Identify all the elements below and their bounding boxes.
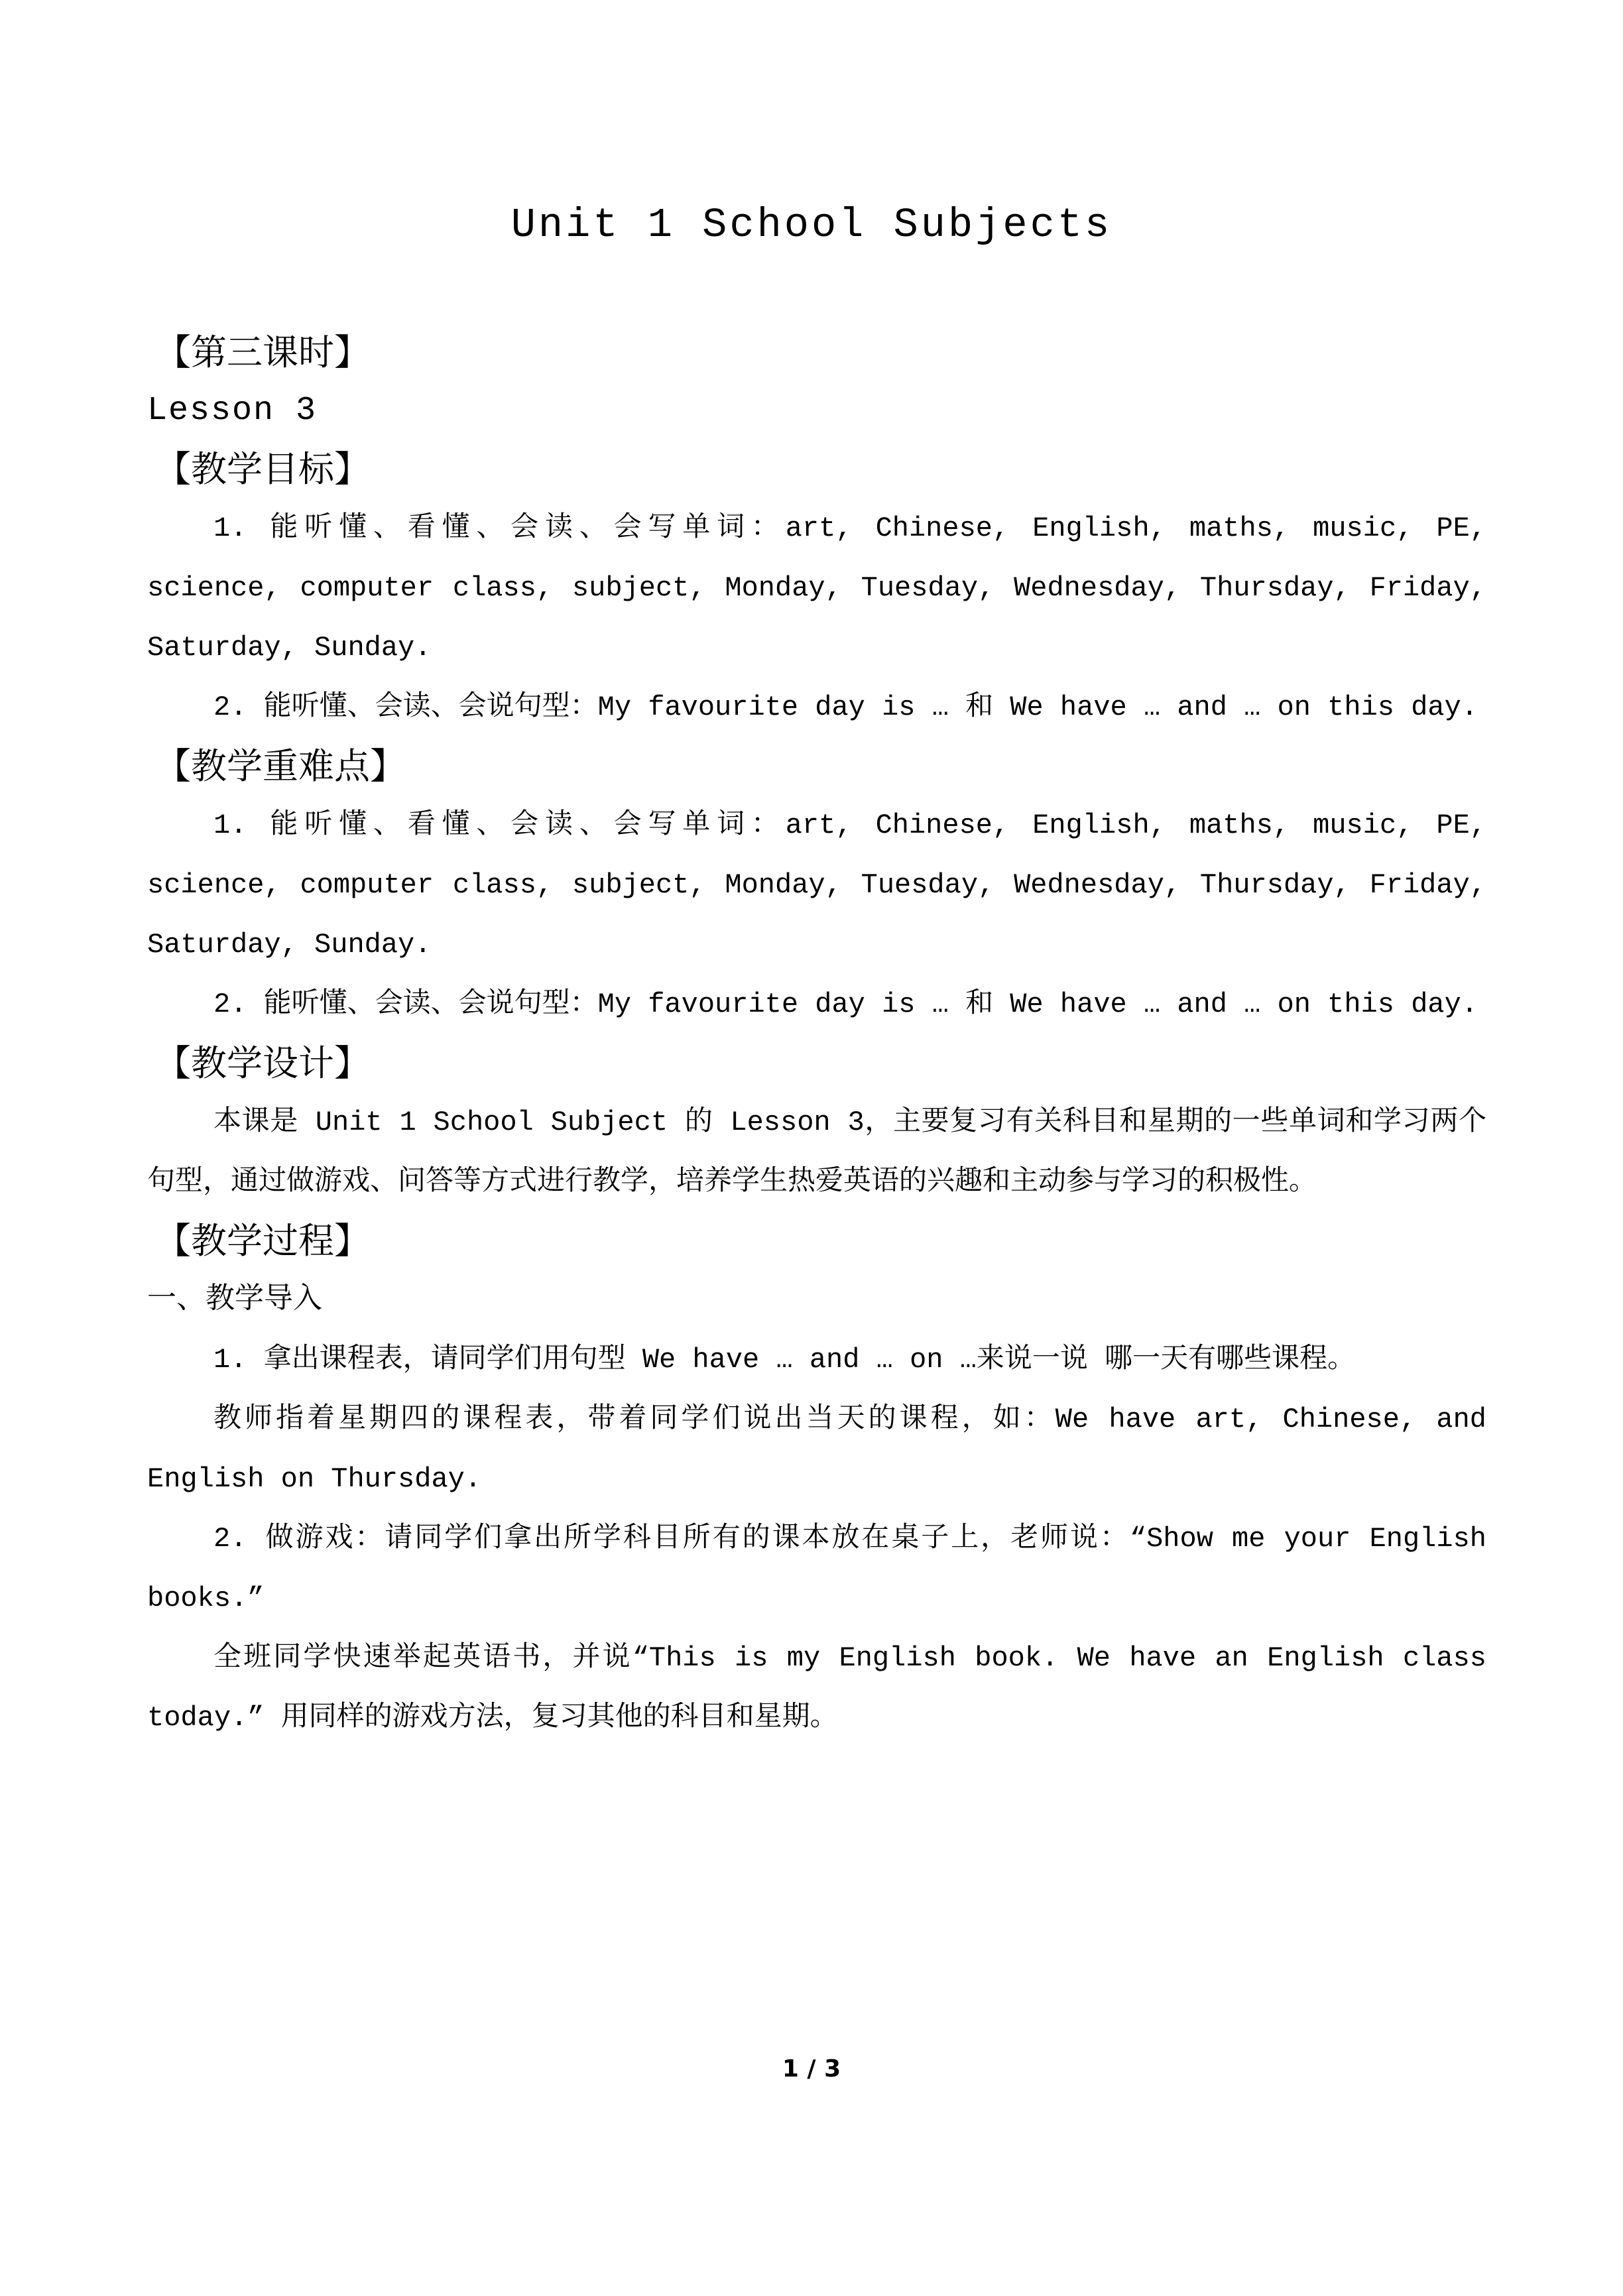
- period-heading: 【第三课时】: [155, 332, 370, 373]
- document-title: Unit 1 School Subjects: [511, 202, 1112, 249]
- lesson-label: Lesson 3: [147, 392, 318, 430]
- document-body: [147, 324, 1486, 1748]
- page-indicator: 1 / 3: [782, 2055, 841, 2083]
- design-heading: 【教学设计】: [155, 1042, 370, 1084]
- objective-item-2: 2. 能听懂、会读、会说句型：My favourite day is … 和 We have … and … on this day.: [213, 692, 1478, 723]
- key-points-heading: 【教学重难点】: [155, 745, 406, 787]
- process-step-title: 一、教学导入: [147, 1284, 322, 1317]
- process-heading: 【教学过程】: [155, 1220, 370, 1262]
- process-item-1: 1. 拿出课程表，请同学们用句型 We have … and … on …来说一说 哪一天有哪些课程。: [213, 1344, 1356, 1376]
- process-item-4: 全班同学快速举起英语书，并说“This is my English book. We have an English class today.” 用同样的游戏方法，复习其他的科目和星期。: [147, 1642, 1486, 1734]
- objective-item-1: 1. 能听懂、看懂、会读、会写单词：art, Chinese, English, maths, music, PE, science, computer class, subject, Monday, Tuesday, Wednesday, Thursday, Friday, Saturday, Sunday.: [147, 513, 1486, 664]
- design-paragraph: 本课是 Unit 1 School Subject 的 Lesson 3，主要复习有关科目和星期的一些单词和学习两个句型，通过做游戏、问答等方式进行教学，培养学生热爱英语的兴趣和主动参与学习的积极性。: [147, 1107, 1486, 1198]
- objectives-heading: 【教学目标】: [155, 448, 370, 490]
- key-point-item-2: 2. 能听懂、会读、会说句型：My favourite day is … 和 We have … and … on this day.: [213, 989, 1478, 1020]
- key-point-item-1: 1. 能听懂、看懂、会读、会写单词：art, Chinese, English, maths, music, PE, science, computer class, subject, Monday, Tuesday, Wednesday, Thursday, Friday, Saturday, Sunday.: [147, 810, 1486, 961]
- process-item-2: 教师指着星期四的课程表，带着同学们说出当天的课程，如：We have art, Chinese, and English on Thursday.: [147, 1404, 1486, 1495]
- process-item-3: 2. 做游戏：请同学们拿出所学科目所有的课本放在桌子上，老师说：“Show me your English books.”: [147, 1523, 1486, 1614]
